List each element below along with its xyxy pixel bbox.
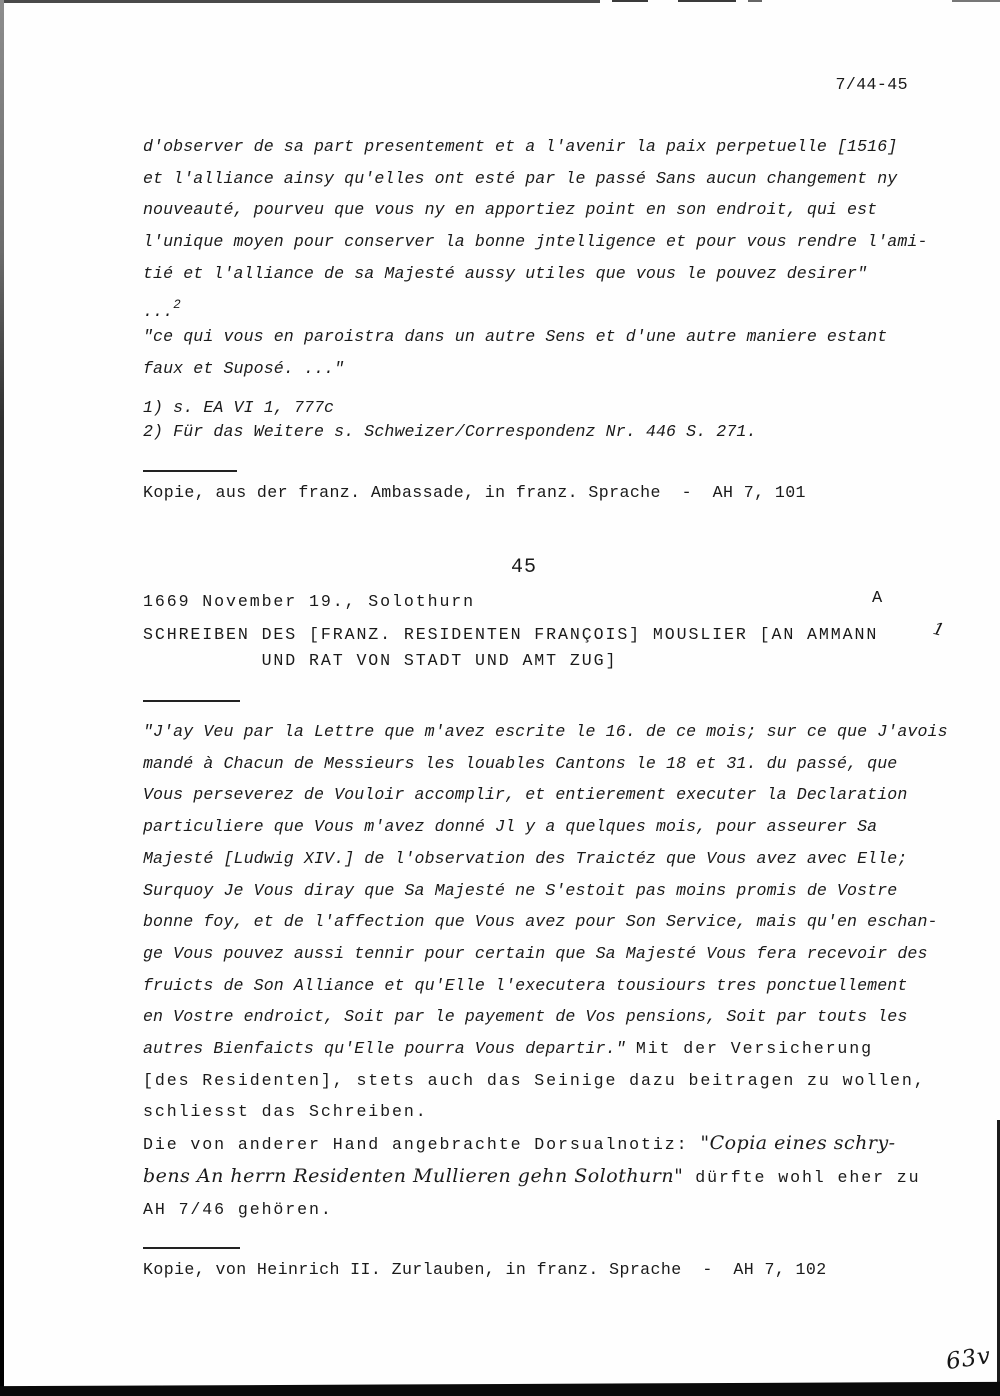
- source-note-2: Kopie, von Heinrich II. Zurlauben, in franz. Sprache - AH 7, 102: [143, 1260, 827, 1279]
- source-note-1: Kopie, aus der franz. Ambassade, in franz. Sprache - AH 7, 101: [143, 483, 806, 502]
- separator-rule: [143, 700, 240, 702]
- scan-edge-top-dash: [612, 0, 648, 2]
- text-line: bens An herrn Residenten Mullieren gehn Solothurn" dürfte wohl eher zu: [143, 1164, 921, 1187]
- scan-edge-left: [0, 0, 4, 1396]
- text-line: Die von anderer Hand angebrachte Dorsualnotiz: "Copia eines schry-: [143, 1132, 896, 1155]
- text-line: mandé à Chacun de Messieurs les louables Cantons le 18 et 31. du passé, que: [143, 753, 898, 773]
- scan-edge-bottom: [0, 1382, 1000, 1396]
- entry-number: 45: [510, 556, 537, 579]
- separator-rule: [143, 470, 237, 472]
- text-line: particuliere que Vous m'avez donné Jl y a quelques mois, pour asseurer Sa: [143, 817, 878, 837]
- scan-edge-top: [0, 0, 600, 3]
- text-line: bonne foy, et de l'affection que Vous avez pour Son Service, mais qu'en eschan-: [143, 912, 938, 932]
- entry-dateline: 1669 November 19., Solothurn: [143, 592, 476, 611]
- entry-body: [143, 716, 983, 1225]
- entry-title: [143, 622, 973, 674]
- folio-reference: 7/44-45: [835, 75, 908, 94]
- text-line: Vous perseverez de Vouloir accomplir, et entierement executer la Declaration: [143, 785, 908, 805]
- text-line: SCHREIBEN DES [FRANZ. RESIDENTEN FRANÇOIS] MOUSLIER [AN AMMANN: [143, 625, 879, 644]
- scan-edge-top-dash: [678, 0, 736, 2]
- french-quote-2: [143, 321, 963, 384]
- text-line: [des Residenten], stets auch das Seinige dazu beitragen zu wollen,: [143, 1070, 926, 1090]
- handwritten-caret-mark: 1: [930, 618, 947, 642]
- text-line: en Vostre endroict, Soit par le payement de Vos pensions, Soit par touts les: [143, 1007, 908, 1027]
- text-line: "ce qui vous en paroistra dans un autre Sens et d'une autre maniere estant: [143, 327, 888, 346]
- text-line: tié et l'alliance de sa Majesté aussy utiles que vous le pouvez desirer": [143, 263, 868, 283]
- text-line: 2) Für das Weitere s. Schweizer/Correspondenz Nr. 446 S. 271.: [143, 421, 757, 441]
- scan-edge-top-dash: [748, 0, 762, 2]
- text-line: et l'alliance ainsy qu'elles ont esté par le passé Sans aucun changement ny: [143, 168, 898, 188]
- text-line: d'observer de sa part presentement et a l'avenir la paix perpetuelle [1516]: [143, 137, 898, 156]
- handwritten-folio-mark: 63v: [944, 1342, 993, 1376]
- footnotes-block: [143, 396, 963, 443]
- separator-rule: [143, 1247, 240, 1249]
- text-line: fruicts de Son Alliance et qu'Elle l'executera tousiours tres ponctuellement: [143, 975, 908, 995]
- text-line: 1) s. EA VI 1, 777c: [143, 398, 335, 417]
- text-line: Surquoy Je Vous diray que Sa Majesté ne S'estoit pas moins promis de Vostre: [143, 880, 898, 900]
- text-line: ge Vous pouvez aussi tennir pour certain que Sa Majesté Vous fera recevoir des: [143, 943, 928, 963]
- siglum-a: A: [872, 589, 885, 608]
- scan-edge-top-dash: [952, 0, 1000, 2]
- text-line: faux et Suposé. ...": [143, 358, 345, 378]
- text-line: ...$^2$: [143, 297, 181, 321]
- text-line: l'unique moyen pour conserver la bonne jntelligence et pour vous rendre l'ami-: [143, 232, 928, 252]
- text-line: nouveauté, pourveu que vous ny en apportiez point en son endroit, qui est: [143, 200, 878, 220]
- text-line: UND RAT VON STADT UND AMT ZUG]: [143, 651, 618, 670]
- french-quote-1: [143, 131, 963, 327]
- text-line: schliesst das Schreiben.: [143, 1102, 428, 1122]
- text-line: AH 7/46 gehören.: [143, 1199, 333, 1219]
- text-line: Majesté [Ludwig XIV.] de l'observation des Traictéz que Vous avez avec Elle;: [143, 848, 908, 868]
- text-line: "J'ay Veu par la Lettre que m'avez escrite le 16. de ce mois; sur ce que J'avois: [143, 722, 948, 741]
- text-line: autres Bienfaicts qu'Elle pourra Vous departir." Mit der Versicherung: [143, 1039, 874, 1059]
